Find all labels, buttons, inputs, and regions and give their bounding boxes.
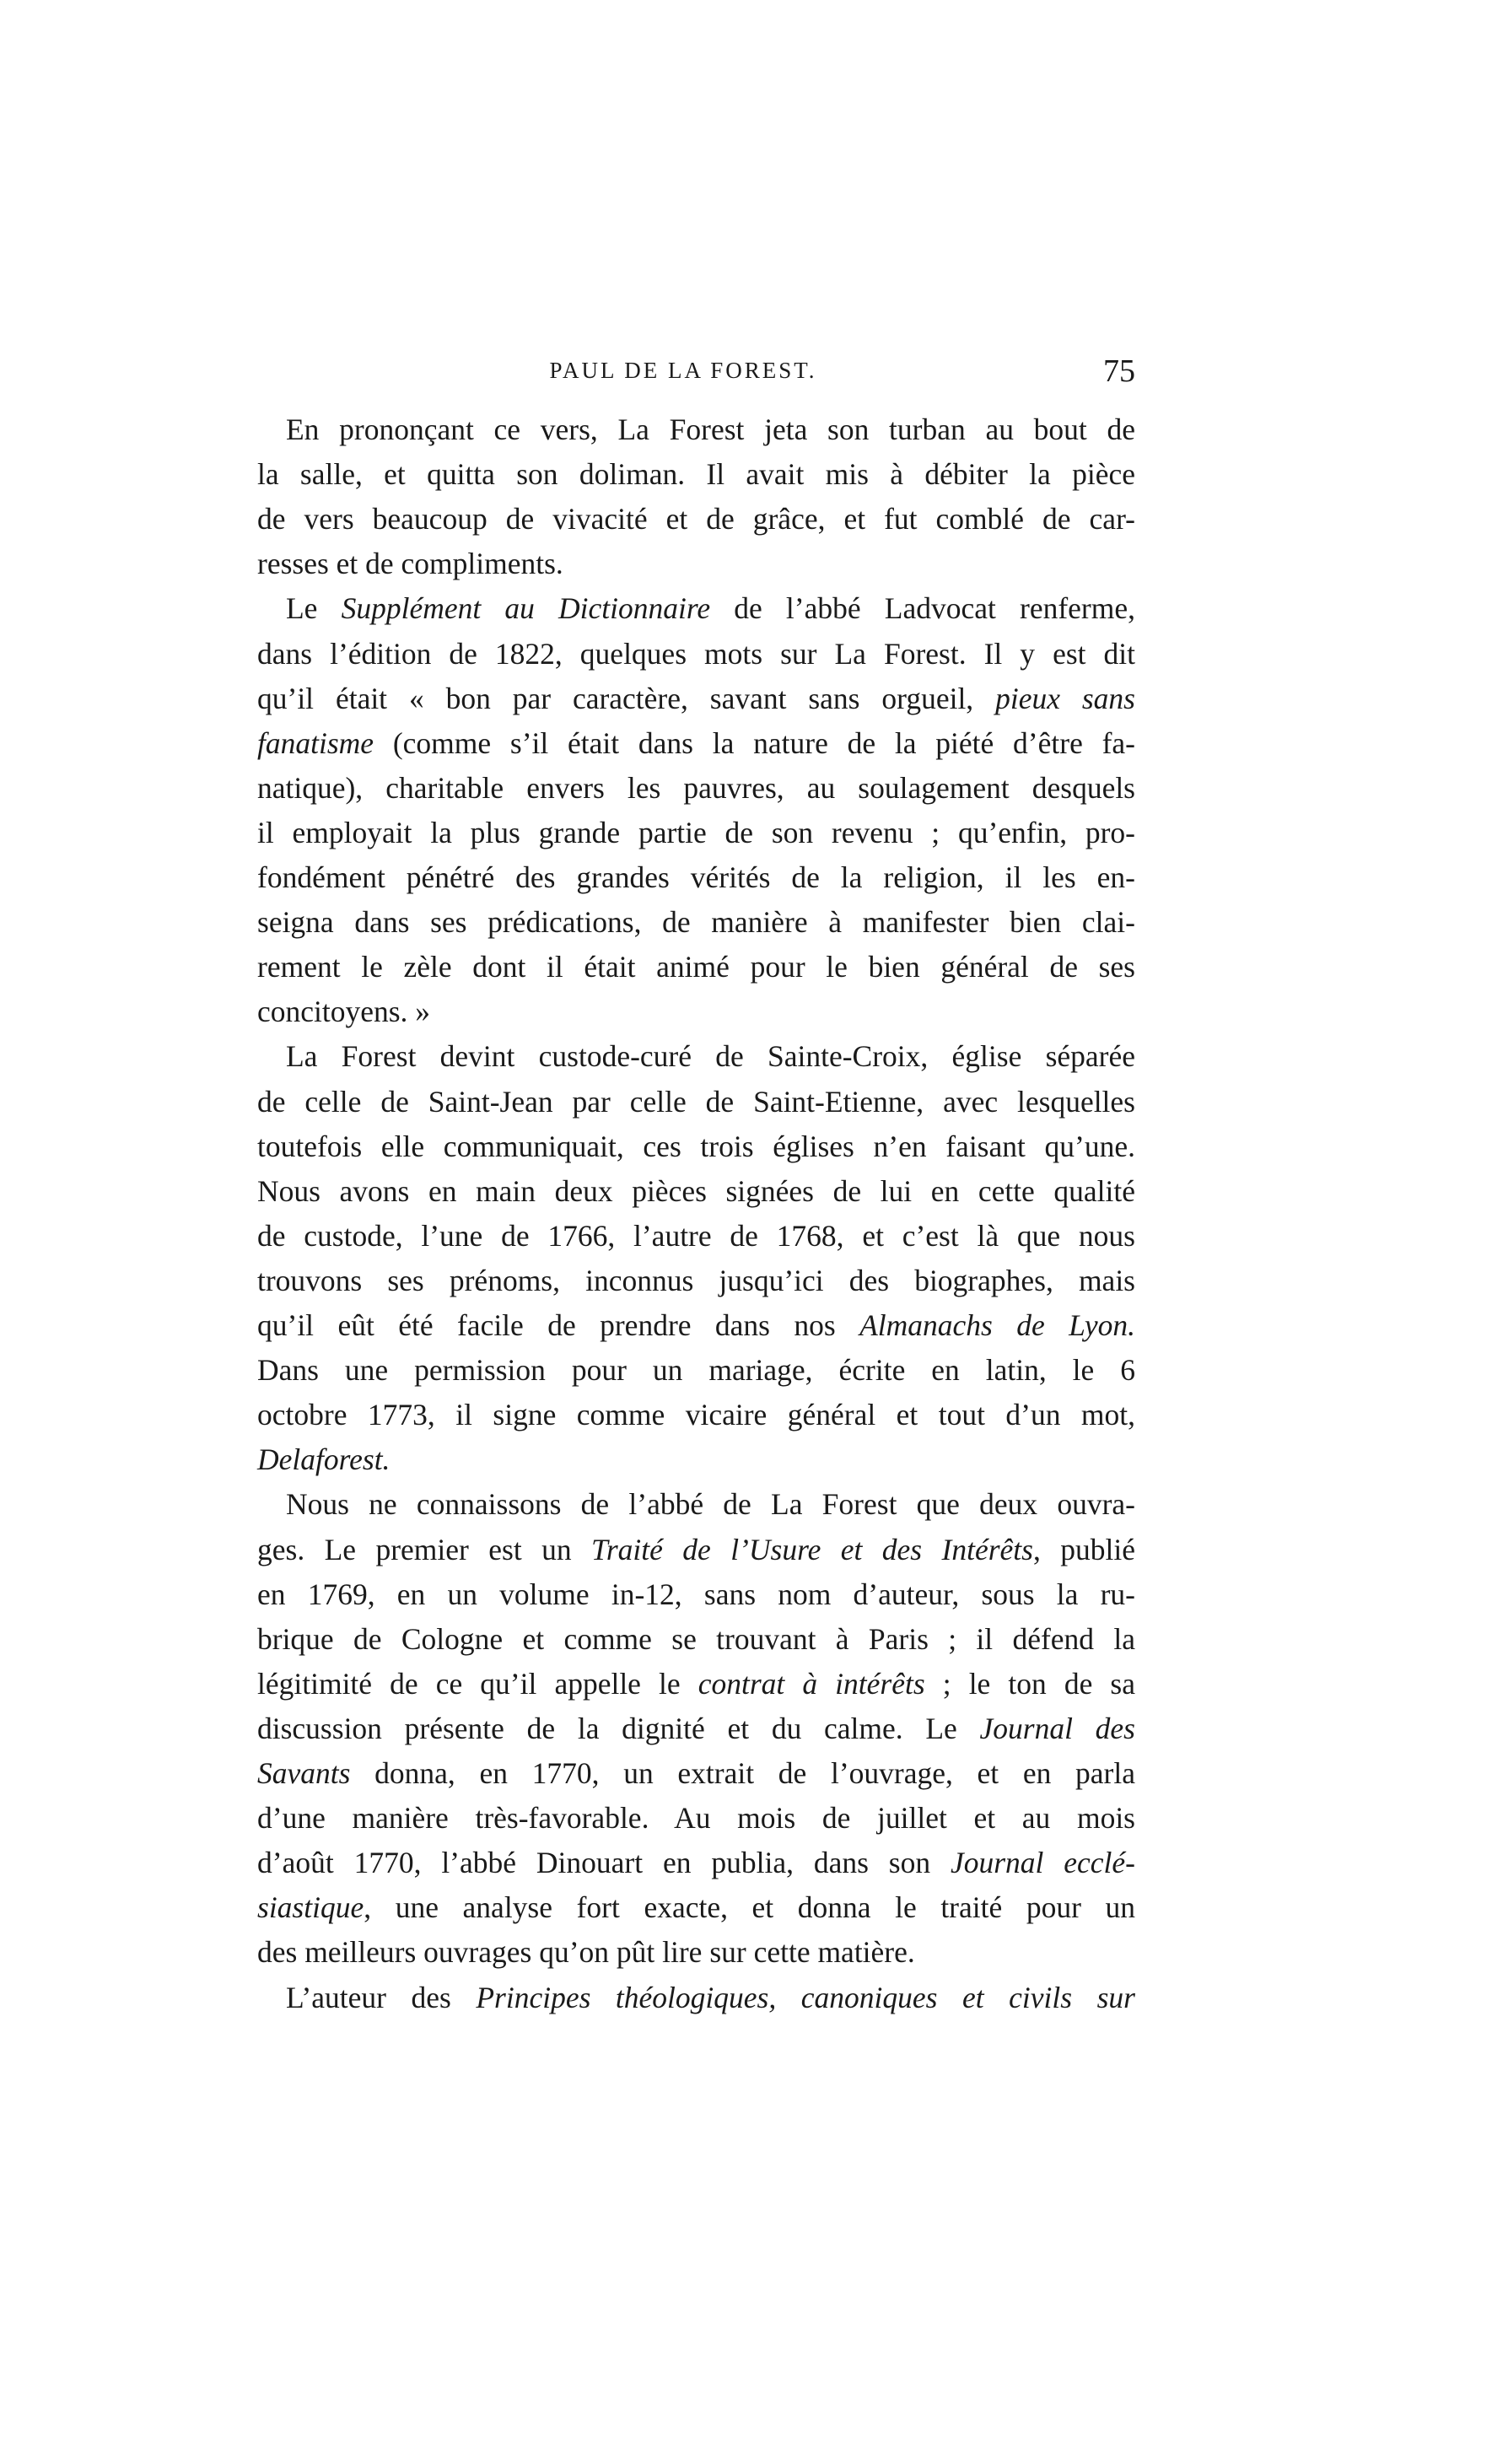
- text-line: [257, 1351, 1135, 1388]
- text-segment: il employait la plus grande partie de son revenu ; qu’enfin, pro-: [257, 815, 1135, 849]
- text-line: [257, 769, 1135, 806]
- text-line: [257, 1665, 1135, 1702]
- text-segment: (comme s’il était dans la nature de la piété d’être fa-: [374, 725, 1135, 760]
- text-segment: resses et de compliments.: [257, 547, 563, 581]
- italic-text: Savants: [257, 1756, 351, 1790]
- text-line: [257, 680, 1135, 717]
- text-segment: en 1769, en un volume in-12, sans nom d’auteur, sous la ru-: [257, 1577, 1135, 1611]
- text-segment: ges. Le premier est un: [257, 1532, 592, 1566]
- italic-text: Supplément au Dictionnaire: [341, 591, 711, 626]
- text-line: [257, 1576, 1135, 1613]
- text-segment: , une analyse fort exacte, et donna le traité pour un: [364, 1890, 1135, 1925]
- text-segment: de l’abbé Ladvocat renferme,: [710, 591, 1135, 626]
- text-line: [257, 1889, 1135, 1926]
- text-line: [257, 545, 1135, 582]
- italic-text: Delaforest.: [257, 1442, 391, 1477]
- page-number: 75: [1103, 353, 1135, 389]
- text-line: [286, 1485, 1135, 1523]
- text-line: [286, 1979, 1135, 2016]
- text-line: [257, 1173, 1135, 1210]
- text-line: [257, 635, 1135, 672]
- text-line: [257, 1933, 1135, 1971]
- italic-text: Journal des: [979, 1711, 1135, 1745]
- text-segment: qu’il était « bon par caractère, savant sans orgueil,: [257, 681, 996, 715]
- text-segment: Nous ne connaissons de l’abbé de La Forest que deux ouvra-: [286, 1487, 1135, 1522]
- text-segment: légitimité de ce qu’il appelle le: [257, 1666, 698, 1701]
- text-segment: de vers beaucoup de vivacité et de grâce, et fut comblé de car-: [257, 502, 1135, 536]
- text-segment: la salle, et quitta son doliman. Il avait mis à débiter la pièce: [257, 457, 1135, 492]
- italic-text: contrat à intérêts: [698, 1666, 925, 1701]
- italic-text: Principes théologiques, canoniques et civils sur: [476, 1980, 1135, 2014]
- italic-text: Journal ecclé-: [950, 1846, 1135, 1880]
- text-line: [257, 456, 1135, 493]
- text-line: [257, 1620, 1135, 1658]
- text-segment: Le: [286, 591, 342, 626]
- text-line: [257, 1844, 1135, 1881]
- text-segment: de celle de Saint-Jean par celle de Saint-Etienne, avec lesquelles: [257, 1084, 1135, 1119]
- italic-text: siastique: [257, 1890, 364, 1925]
- text-segment: donna, en 1770, un extrait de l’ouvrage, et en parla: [350, 1756, 1135, 1790]
- italic-text: Almanachs de Lyon.: [859, 1308, 1135, 1342]
- text-segment: L’auteur des: [286, 1980, 477, 2014]
- text-segment: qu’il eût été facile de prendre dans nos: [257, 1308, 860, 1342]
- text-line: [257, 903, 1135, 941]
- text-segment: ; le ton de sa: [924, 1666, 1135, 1701]
- text-line: [286, 1038, 1135, 1075]
- text-line: [257, 1262, 1135, 1299]
- text-line: [257, 1128, 1135, 1165]
- running-header: PAUL DE LA FOREST.: [549, 358, 817, 383]
- text-line: [286, 590, 1135, 627]
- text-line: [257, 859, 1135, 896]
- text-segment: d’août 1770, l’abbé Dinouart en publia, dans son: [257, 1846, 951, 1880]
- text-line: [257, 1710, 1135, 1747]
- text-segment: seigna dans ses prédications, de manière à manifester bien clai-: [257, 905, 1135, 940]
- text-segment: , publié: [1032, 1532, 1135, 1566]
- text-line: [257, 993, 1135, 1030]
- text-segment: d’une manière très-favorable. Au mois de juillet et au mois: [257, 1801, 1135, 1836]
- text-segment: Dans une permission pour un mariage, écrite en latin, le 6: [257, 1353, 1135, 1388]
- text-segment: Nous avons en main deux pièces signées de lui en cette qualité: [257, 1173, 1135, 1208]
- text-segment: natique), charitable envers les pauvres, au soulagement desquels: [257, 770, 1135, 805]
- text-segment: discussion présente de la dignité et du calme. Le: [257, 1711, 980, 1745]
- text-line: [286, 411, 1135, 448]
- text-segment: concitoyens. »: [257, 995, 431, 1029]
- text-line: [257, 1755, 1135, 1792]
- text-line: [257, 1083, 1135, 1120]
- text-segment: fondément pénétré des grandes vérités de la religion, il les en-: [257, 860, 1135, 894]
- text-segment: rement le zèle dont il était animé pour le bien général de ses: [257, 950, 1135, 984]
- text-line: [257, 1396, 1135, 1433]
- text-line: [257, 1799, 1135, 1836]
- text-segment: trouvons ses prénoms, inconnus jusqu’ici des biographes, mais: [257, 1263, 1135, 1297]
- text-segment: toutefois elle communiquait, ces trois églises n’en faisant qu’une.: [257, 1129, 1135, 1163]
- italic-text: Traité de l’Usure et des Intérêts: [591, 1532, 1033, 1566]
- text-line: [257, 500, 1135, 537]
- italic-text: fanatisme: [257, 725, 374, 760]
- text-line: [257, 1217, 1135, 1254]
- text-segment: La Forest devint custode-curé de Sainte-Croix, église séparée: [286, 1039, 1135, 1074]
- text-line: [257, 1531, 1135, 1568]
- text-line: [257, 1307, 1135, 1344]
- text-segment: des meilleurs ouvrages qu’on pût lire sur cette matière.: [257, 1935, 915, 1970]
- text-segment: de custode, l’une de 1766, l’autre de 1768, et c’est là que nous: [257, 1218, 1135, 1253]
- text-line: [257, 725, 1135, 762]
- italic-text: pieux sans: [995, 681, 1135, 715]
- text-line: [257, 814, 1135, 851]
- text-segment: brique de Cologne et comme se trouvant à Paris ; il défend la: [257, 1621, 1135, 1656]
- text-segment: octobre 1773, il signe comme vicaire général et tout d’un mot,: [257, 1398, 1135, 1432]
- text-line: [257, 1441, 1135, 1478]
- text-line: [257, 948, 1135, 985]
- text-segment: En prononçant ce vers, La Forest jeta son turban au bout de: [286, 412, 1135, 446]
- text-segment: dans l’édition de 1822, quelques mots sur La Forest. Il y est dit: [257, 636, 1135, 671]
